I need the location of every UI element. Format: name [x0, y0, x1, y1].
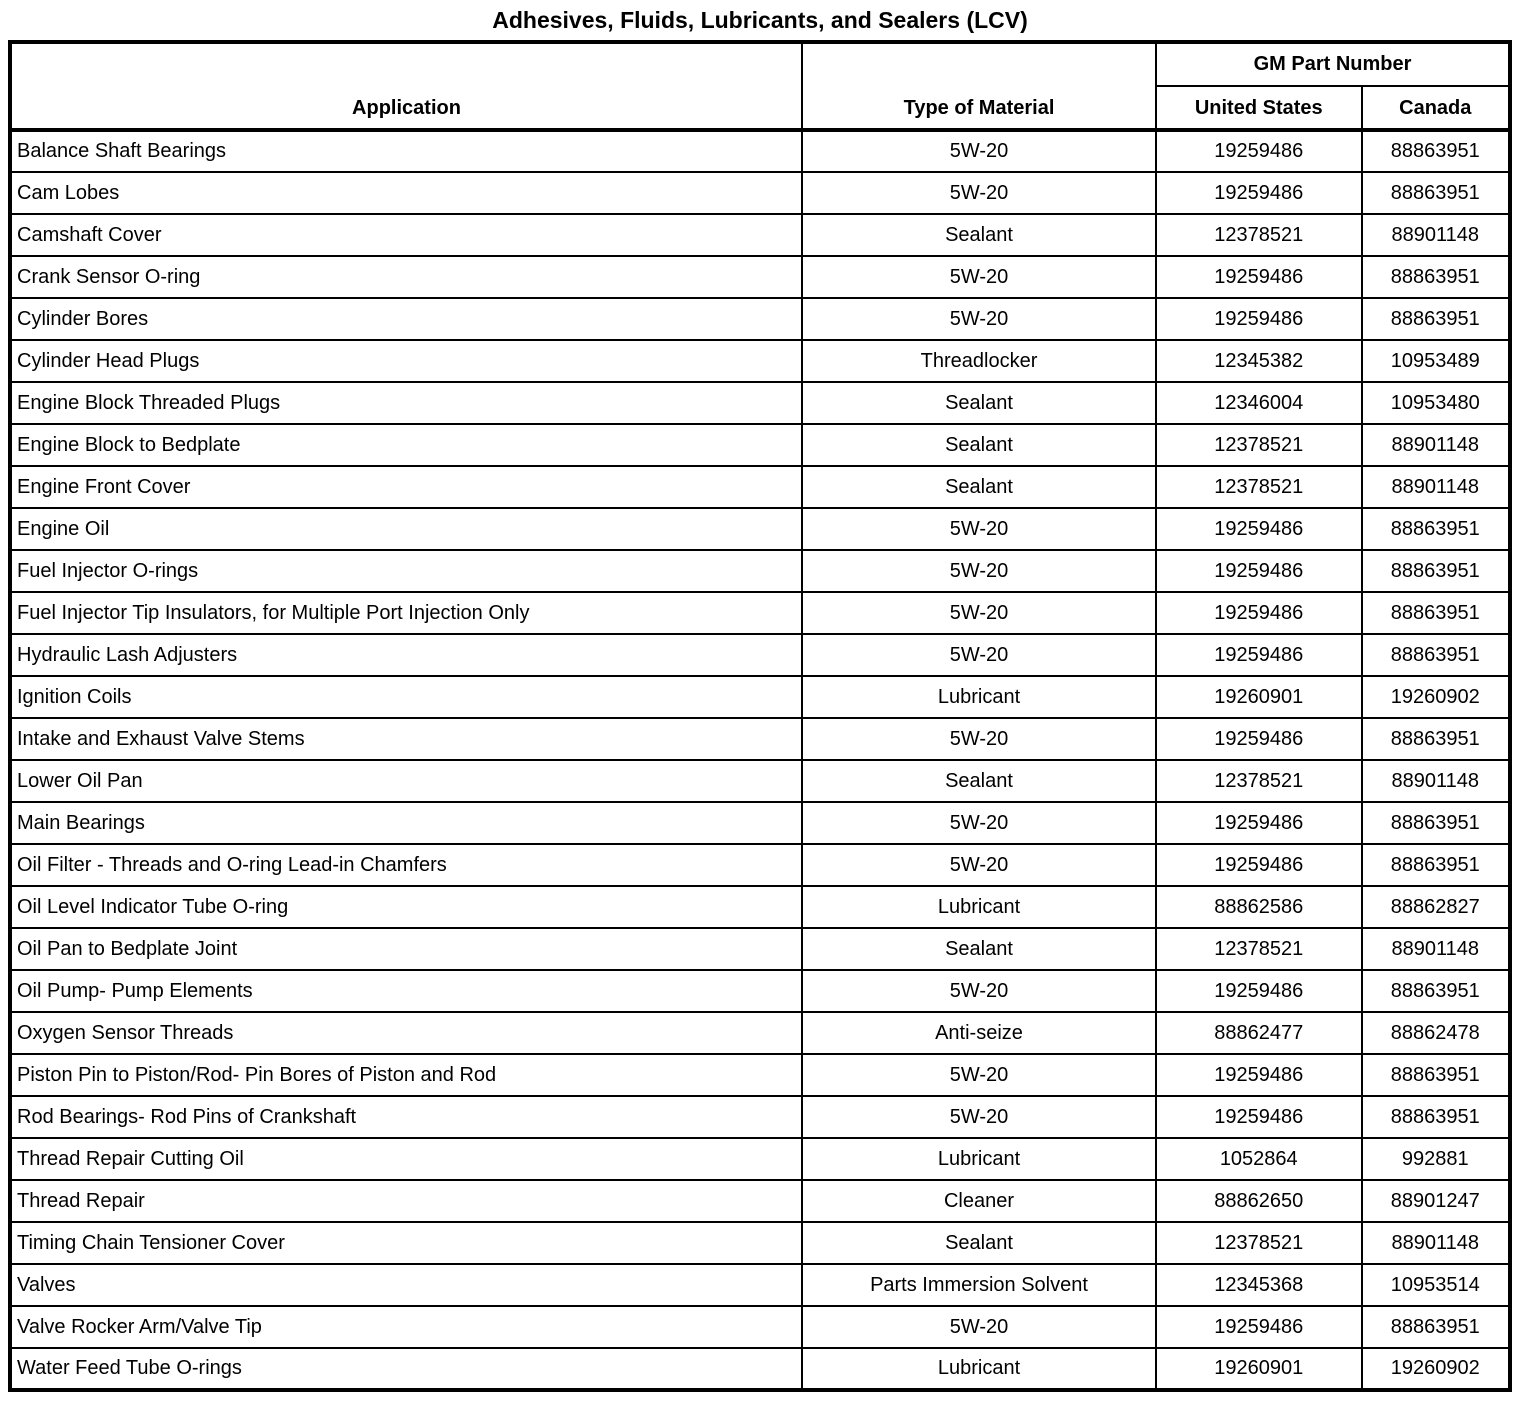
cell-part-number-canada: 19260902 — [1362, 1348, 1511, 1390]
cell-part-number-canada: 88863951 — [1362, 508, 1511, 550]
cell-part-number-canada: 88863951 — [1362, 1306, 1511, 1348]
cell-part-number-us: 88862586 — [1156, 886, 1362, 928]
table-row — [10, 340, 1510, 382]
cell-type-of-material: Cleaner — [802, 1180, 1156, 1222]
cell-part-number-canada: 88863951 — [1362, 634, 1511, 676]
cell-type-of-material: 5W-20 — [802, 634, 1156, 676]
table-row — [10, 1264, 1510, 1306]
cell-part-number-canada: 88863951 — [1362, 130, 1511, 172]
cell-part-number-us: 12378521 — [1156, 424, 1362, 466]
cell-application: Cylinder Bores — [10, 298, 802, 340]
table-row — [10, 1012, 1510, 1054]
cell-application: Engine Block Threaded Plugs — [10, 382, 802, 424]
cell-type-of-material: 5W-20 — [802, 550, 1156, 592]
cell-part-number-us: 12345382 — [1156, 340, 1362, 382]
cell-part-number-canada: 88901148 — [1362, 424, 1511, 466]
cell-application: Balance Shaft Bearings — [10, 130, 802, 172]
cell-type-of-material: Sealant — [802, 214, 1156, 256]
cell-part-number-canada: 88901148 — [1362, 466, 1511, 508]
cell-part-number-canada: 88901148 — [1362, 760, 1511, 802]
cell-application: Engine Front Cover — [10, 466, 802, 508]
cell-type-of-material: Sealant — [802, 382, 1156, 424]
cell-part-number-us: 19259486 — [1156, 1054, 1362, 1096]
table-row — [10, 130, 1510, 172]
cell-type-of-material: Lubricant — [802, 886, 1156, 928]
header-united-states: United States — [1156, 86, 1362, 130]
table-row — [10, 550, 1510, 592]
cell-part-number-canada: 88901148 — [1362, 1222, 1511, 1264]
cell-part-number-canada: 88863951 — [1362, 802, 1511, 844]
cell-part-number-us: 12378521 — [1156, 466, 1362, 508]
table-row — [10, 382, 1510, 424]
cell-part-number-us: 88862650 — [1156, 1180, 1362, 1222]
cell-type-of-material: Lubricant — [802, 1138, 1156, 1180]
cell-application: Valves — [10, 1264, 802, 1306]
cell-type-of-material: 5W-20 — [802, 508, 1156, 550]
cell-application: Camshaft Cover — [10, 214, 802, 256]
table-row — [10, 298, 1510, 340]
cell-type-of-material: Sealant — [802, 928, 1156, 970]
cell-type-of-material: Sealant — [802, 1222, 1156, 1264]
cell-part-number-canada: 10953489 — [1362, 340, 1511, 382]
cell-part-number-us: 19259486 — [1156, 550, 1362, 592]
cell-part-number-canada: 88863951 — [1362, 172, 1511, 214]
cell-type-of-material: Lubricant — [802, 676, 1156, 718]
cell-type-of-material: 5W-20 — [802, 802, 1156, 844]
cell-part-number-us: 19259486 — [1156, 844, 1362, 886]
cell-type-of-material: 5W-20 — [802, 592, 1156, 634]
cell-application: Intake and Exhaust Valve Stems — [10, 718, 802, 760]
header-canada: Canada — [1362, 86, 1511, 130]
table-row — [10, 928, 1510, 970]
cell-application: Engine Block to Bedplate — [10, 424, 802, 466]
cell-part-number-us: 19259486 — [1156, 1096, 1362, 1138]
table-row — [10, 844, 1510, 886]
cell-type-of-material: 5W-20 — [802, 298, 1156, 340]
cell-application: Ignition Coils — [10, 676, 802, 718]
cell-application: Timing Chain Tensioner Cover — [10, 1222, 802, 1264]
cell-type-of-material: 5W-20 — [802, 256, 1156, 298]
cell-part-number-canada: 88901148 — [1362, 214, 1511, 256]
table-row — [10, 214, 1510, 256]
cell-part-number-us: 19259486 — [1156, 256, 1362, 298]
table-row — [10, 1222, 1510, 1264]
cell-type-of-material: Lubricant — [802, 1348, 1156, 1390]
table-row — [10, 970, 1510, 1012]
cell-part-number-canada: 88863951 — [1362, 844, 1511, 886]
cell-type-of-material: Sealant — [802, 466, 1156, 508]
header-gm-part-number: GM Part Number — [1156, 42, 1510, 86]
table-row — [10, 760, 1510, 802]
cell-part-number-us: 12378521 — [1156, 760, 1362, 802]
cell-part-number-us: 19259486 — [1156, 592, 1362, 634]
cell-part-number-us: 19259486 — [1156, 1306, 1362, 1348]
cell-application: Fuel Injector Tip Insulators, for Multiple Port Injection Only — [10, 592, 802, 634]
cell-part-number-us: 19260901 — [1156, 676, 1362, 718]
table-row — [10, 1096, 1510, 1138]
cell-part-number-canada: 88863951 — [1362, 1096, 1511, 1138]
table-row — [10, 256, 1510, 298]
cell-part-number-us: 1052864 — [1156, 1138, 1362, 1180]
table-row — [10, 508, 1510, 550]
table-row — [10, 424, 1510, 466]
cell-part-number-us: 19259486 — [1156, 172, 1362, 214]
cell-part-number-us: 19259486 — [1156, 634, 1362, 676]
table-row — [10, 1054, 1510, 1096]
table-row — [10, 1138, 1510, 1180]
cell-application: Crank Sensor O-ring — [10, 256, 802, 298]
cell-application: Cam Lobes — [10, 172, 802, 214]
cell-application: Piston Pin to Piston/Rod- Pin Bores of Piston and Rod — [10, 1054, 802, 1096]
cell-application: Rod Bearings- Rod Pins of Crankshaft — [10, 1096, 802, 1138]
cell-part-number-canada: 88863951 — [1362, 256, 1511, 298]
cell-part-number-us: 19260901 — [1156, 1348, 1362, 1390]
cell-application: Oil Filter - Threads and O-ring Lead-in Chamfers — [10, 844, 802, 886]
cell-part-number-canada: 88901148 — [1362, 928, 1511, 970]
cell-type-of-material: Anti-seize — [802, 1012, 1156, 1054]
cell-application: Thread Repair — [10, 1180, 802, 1222]
cell-type-of-material: 5W-20 — [802, 1096, 1156, 1138]
cell-type-of-material: Parts Immersion Solvent — [802, 1264, 1156, 1306]
cell-application: Engine Oil — [10, 508, 802, 550]
cell-application: Oil Pan to Bedplate Joint — [10, 928, 802, 970]
cell-application: Oxygen Sensor Threads — [10, 1012, 802, 1054]
cell-part-number-canada: 10953514 — [1362, 1264, 1511, 1306]
cell-application: Hydraulic Lash Adjusters — [10, 634, 802, 676]
cell-application: Fuel Injector O-rings — [10, 550, 802, 592]
header-row-top — [10, 42, 1510, 86]
cell-type-of-material: 5W-20 — [802, 1306, 1156, 1348]
cell-part-number-us: 19259486 — [1156, 802, 1362, 844]
cell-part-number-us: 12378521 — [1156, 1222, 1362, 1264]
cell-part-number-us: 19259486 — [1156, 508, 1362, 550]
cell-type-of-material: 5W-20 — [802, 130, 1156, 172]
cell-application: Oil Pump- Pump Elements — [10, 970, 802, 1012]
table-row — [10, 1306, 1510, 1348]
cell-part-number-canada: 88863951 — [1362, 550, 1511, 592]
cell-part-number-canada: 88863951 — [1362, 298, 1511, 340]
cell-part-number-canada: 88862478 — [1362, 1012, 1511, 1054]
adhesives-fluids-lubricants-table — [8, 40, 1512, 1392]
cell-part-number-canada: 992881 — [1362, 1138, 1511, 1180]
header-type-of-material: Type of Material — [802, 42, 1156, 130]
cell-part-number-us: 12345368 — [1156, 1264, 1362, 1306]
cell-part-number-canada: 88863951 — [1362, 592, 1511, 634]
table-row — [10, 718, 1510, 760]
table-title: Adhesives, Fluids, Lubricants, and Sealers (LCV) — [492, 7, 1028, 33]
table-row — [10, 802, 1510, 844]
cell-part-number-us: 88862477 — [1156, 1012, 1362, 1054]
cell-part-number-us: 19259486 — [1156, 718, 1362, 760]
cell-type-of-material: Sealant — [802, 424, 1156, 466]
cell-type-of-material: Sealant — [802, 760, 1156, 802]
cell-application: Valve Rocker Arm/Valve Tip — [10, 1306, 802, 1348]
cell-application: Cylinder Head Plugs — [10, 340, 802, 382]
cell-type-of-material: 5W-20 — [802, 172, 1156, 214]
cell-part-number-canada: 10953480 — [1362, 382, 1511, 424]
cell-part-number-us: 19259486 — [1156, 130, 1362, 172]
cell-application: Thread Repair Cutting Oil — [10, 1138, 802, 1180]
cell-part-number-us: 19259486 — [1156, 298, 1362, 340]
cell-type-of-material: 5W-20 — [802, 970, 1156, 1012]
cell-part-number-canada: 88863951 — [1362, 1054, 1511, 1096]
table-header — [10, 42, 1510, 130]
cell-type-of-material: 5W-20 — [802, 718, 1156, 760]
header-application: Application — [10, 42, 802, 130]
table-row — [10, 676, 1510, 718]
table-row — [10, 466, 1510, 508]
cell-type-of-material: 5W-20 — [802, 1054, 1156, 1096]
table-row — [10, 592, 1510, 634]
cell-application: Water Feed Tube O-rings — [10, 1348, 802, 1390]
cell-type-of-material: 5W-20 — [802, 844, 1156, 886]
cell-application: Main Bearings — [10, 802, 802, 844]
cell-part-number-canada: 88901247 — [1362, 1180, 1511, 1222]
cell-part-number-canada: 88862827 — [1362, 886, 1511, 928]
table-row — [10, 634, 1510, 676]
table-row — [10, 172, 1510, 214]
table-row — [10, 1180, 1510, 1222]
cell-part-number-us: 12346004 — [1156, 382, 1362, 424]
cell-part-number-canada: 19260902 — [1362, 676, 1511, 718]
cell-part-number-us: 12378521 — [1156, 214, 1362, 256]
cell-part-number-us: 12378521 — [1156, 928, 1362, 970]
table-row — [10, 1348, 1510, 1390]
cell-part-number-canada: 88863951 — [1362, 718, 1511, 760]
cell-application: Lower Oil Pan — [10, 760, 802, 802]
table-body — [10, 130, 1510, 1390]
cell-type-of-material: Threadlocker — [802, 340, 1156, 382]
cell-part-number-canada: 88863951 — [1362, 970, 1511, 1012]
cell-application: Oil Level Indicator Tube O-ring — [10, 886, 802, 928]
cell-part-number-us: 19259486 — [1156, 970, 1362, 1012]
table-row — [10, 886, 1510, 928]
